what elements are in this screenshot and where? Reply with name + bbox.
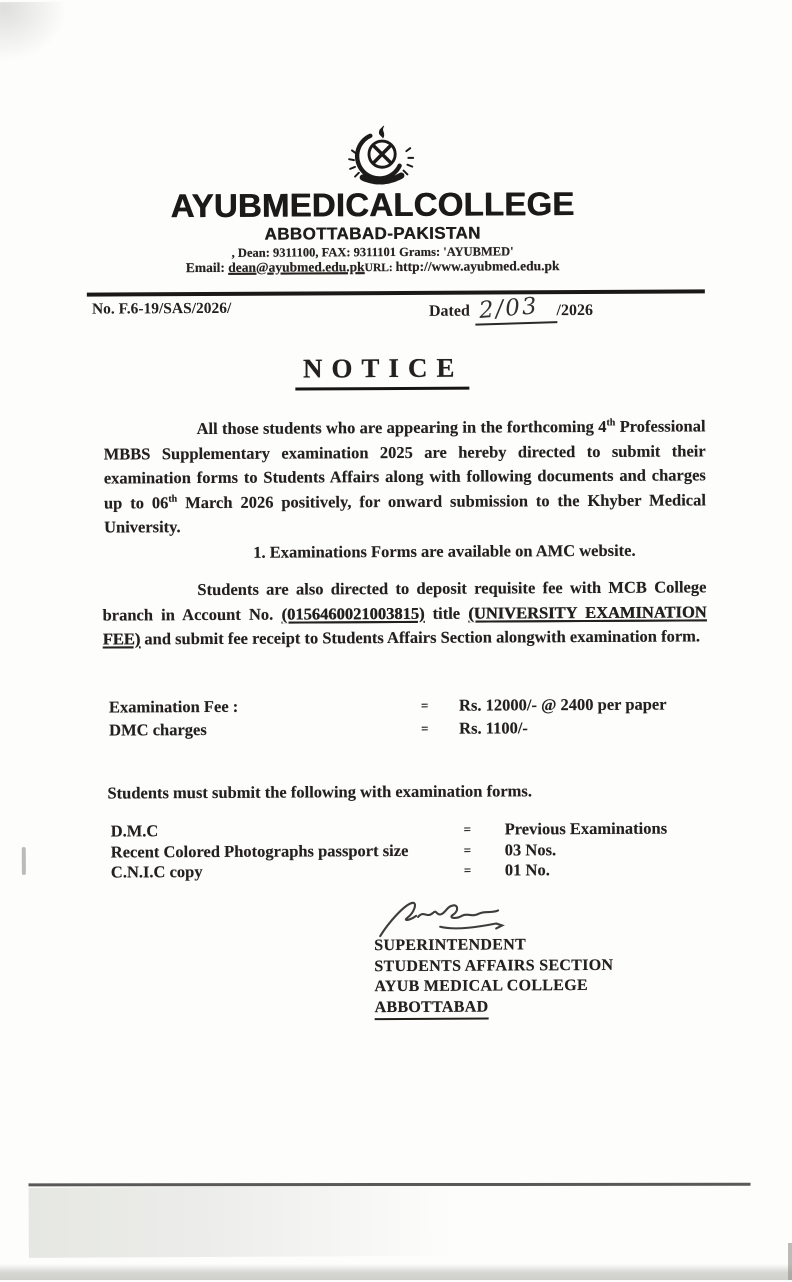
requirement-row xyxy=(111,819,668,842)
fee-value: Rs. 12000/- @ 2400 per paper xyxy=(458,694,667,715)
date-handwritten-underline xyxy=(474,294,557,326)
equals-sign: = xyxy=(463,842,471,858)
date-handwritten-value: 2/03 xyxy=(477,293,540,325)
handwritten-signature xyxy=(376,898,528,939)
date-year: /2026 xyxy=(556,301,593,320)
equals-sign: = xyxy=(463,862,471,878)
signatory-title: SUPERINTENDENT xyxy=(374,936,527,955)
college-location: ABBOTTABAD-PAKISTAN xyxy=(264,223,481,244)
equals-sign: = xyxy=(420,697,428,713)
list-item-1: 1. Examinations Forms are available on AMC website. xyxy=(253,540,636,562)
equals-sign: = xyxy=(463,821,471,837)
scan-artifact-left-mark xyxy=(22,847,26,875)
url-address: http://www.ayubmed.edu.pk xyxy=(395,258,560,274)
submit-note: Students must submit the following with examination forms. xyxy=(107,781,532,803)
paragraph-2: Students are also directed to deposit requisite fee with MCB College branch in Account No. (0156460021003815) title (UNIVERSITY EXAMINATION FEE) and submit fee receipt to Students Affairs Section alongwith examination form. xyxy=(102,577,707,649)
fee-row xyxy=(109,693,667,719)
header-divider-rule xyxy=(87,289,705,296)
requirement-value: Previous Examinations xyxy=(504,818,668,839)
requirement-label: C.N.I.C copy xyxy=(110,862,203,882)
signatory-college: AYUB MEDICAL COLLEGE xyxy=(374,977,588,996)
reference-number: No. F.6-19/SAS/2026/ xyxy=(91,299,232,318)
url-label: URL: xyxy=(364,261,396,275)
fee-row xyxy=(109,716,667,742)
scan-edge-band xyxy=(0,1264,792,1280)
signatory-city: ABBOTTABAD xyxy=(375,996,614,1020)
fee-account-title: (UNIVERSITY EXAMINATION FEE) xyxy=(102,601,707,649)
paragraph-1: All those students who are appearing in the forthcoming 4th Professional MBBS Supplementary examination 2025 are hereby directed to submit their examination forms to Students Affairs along with following documents and charges up to 06th March 2026 positively, for onward submission to the Khyber Medical University. xyxy=(103,416,706,537)
requirement-label: Recent Colored Photographs passport size xyxy=(110,840,409,861)
requirement-row xyxy=(111,839,668,862)
requirement-row xyxy=(111,860,668,883)
college-emblem-crescent-cross-icon xyxy=(340,124,422,190)
scan-edge-right xyxy=(788,1243,792,1280)
scan-artifact-smudge xyxy=(29,1185,529,1258)
notice-title: NOTICE xyxy=(0,351,765,392)
requirement-value: 01 No. xyxy=(504,860,550,880)
email-url-line xyxy=(0,257,747,277)
fee-label: DMC charges xyxy=(109,719,207,740)
fee-label: Examination Fee : xyxy=(108,696,239,717)
signatory-section: STUDENTS AFFAIRS SECTION xyxy=(374,956,614,975)
date-label: Dated xyxy=(428,302,470,320)
email-address: dean@ayubmed.edu.pk xyxy=(228,259,365,275)
college-name: AYUBMEDICALCOLLEGE xyxy=(170,185,575,225)
account-number: (0156460021003815) xyxy=(281,603,425,624)
superscript-th: th xyxy=(168,493,178,505)
date-field xyxy=(429,295,593,325)
scan-artifact-top-smudge xyxy=(0,2,68,62)
requirement-value: 03 Nos. xyxy=(504,839,557,859)
email-label: Email: xyxy=(185,259,229,276)
requirements-table xyxy=(111,819,668,883)
fee-value: Rs. 1100/- xyxy=(459,718,528,738)
fee-table xyxy=(109,693,667,742)
equals-sign: = xyxy=(421,720,428,736)
contact-line: , Dean: 9311100, FAX: 9311101 Grams: 'AYUBMED' xyxy=(231,244,514,260)
superscript-th: th xyxy=(606,417,616,429)
signature-block xyxy=(374,935,613,1020)
requirement-label: D.M.C xyxy=(110,821,159,841)
